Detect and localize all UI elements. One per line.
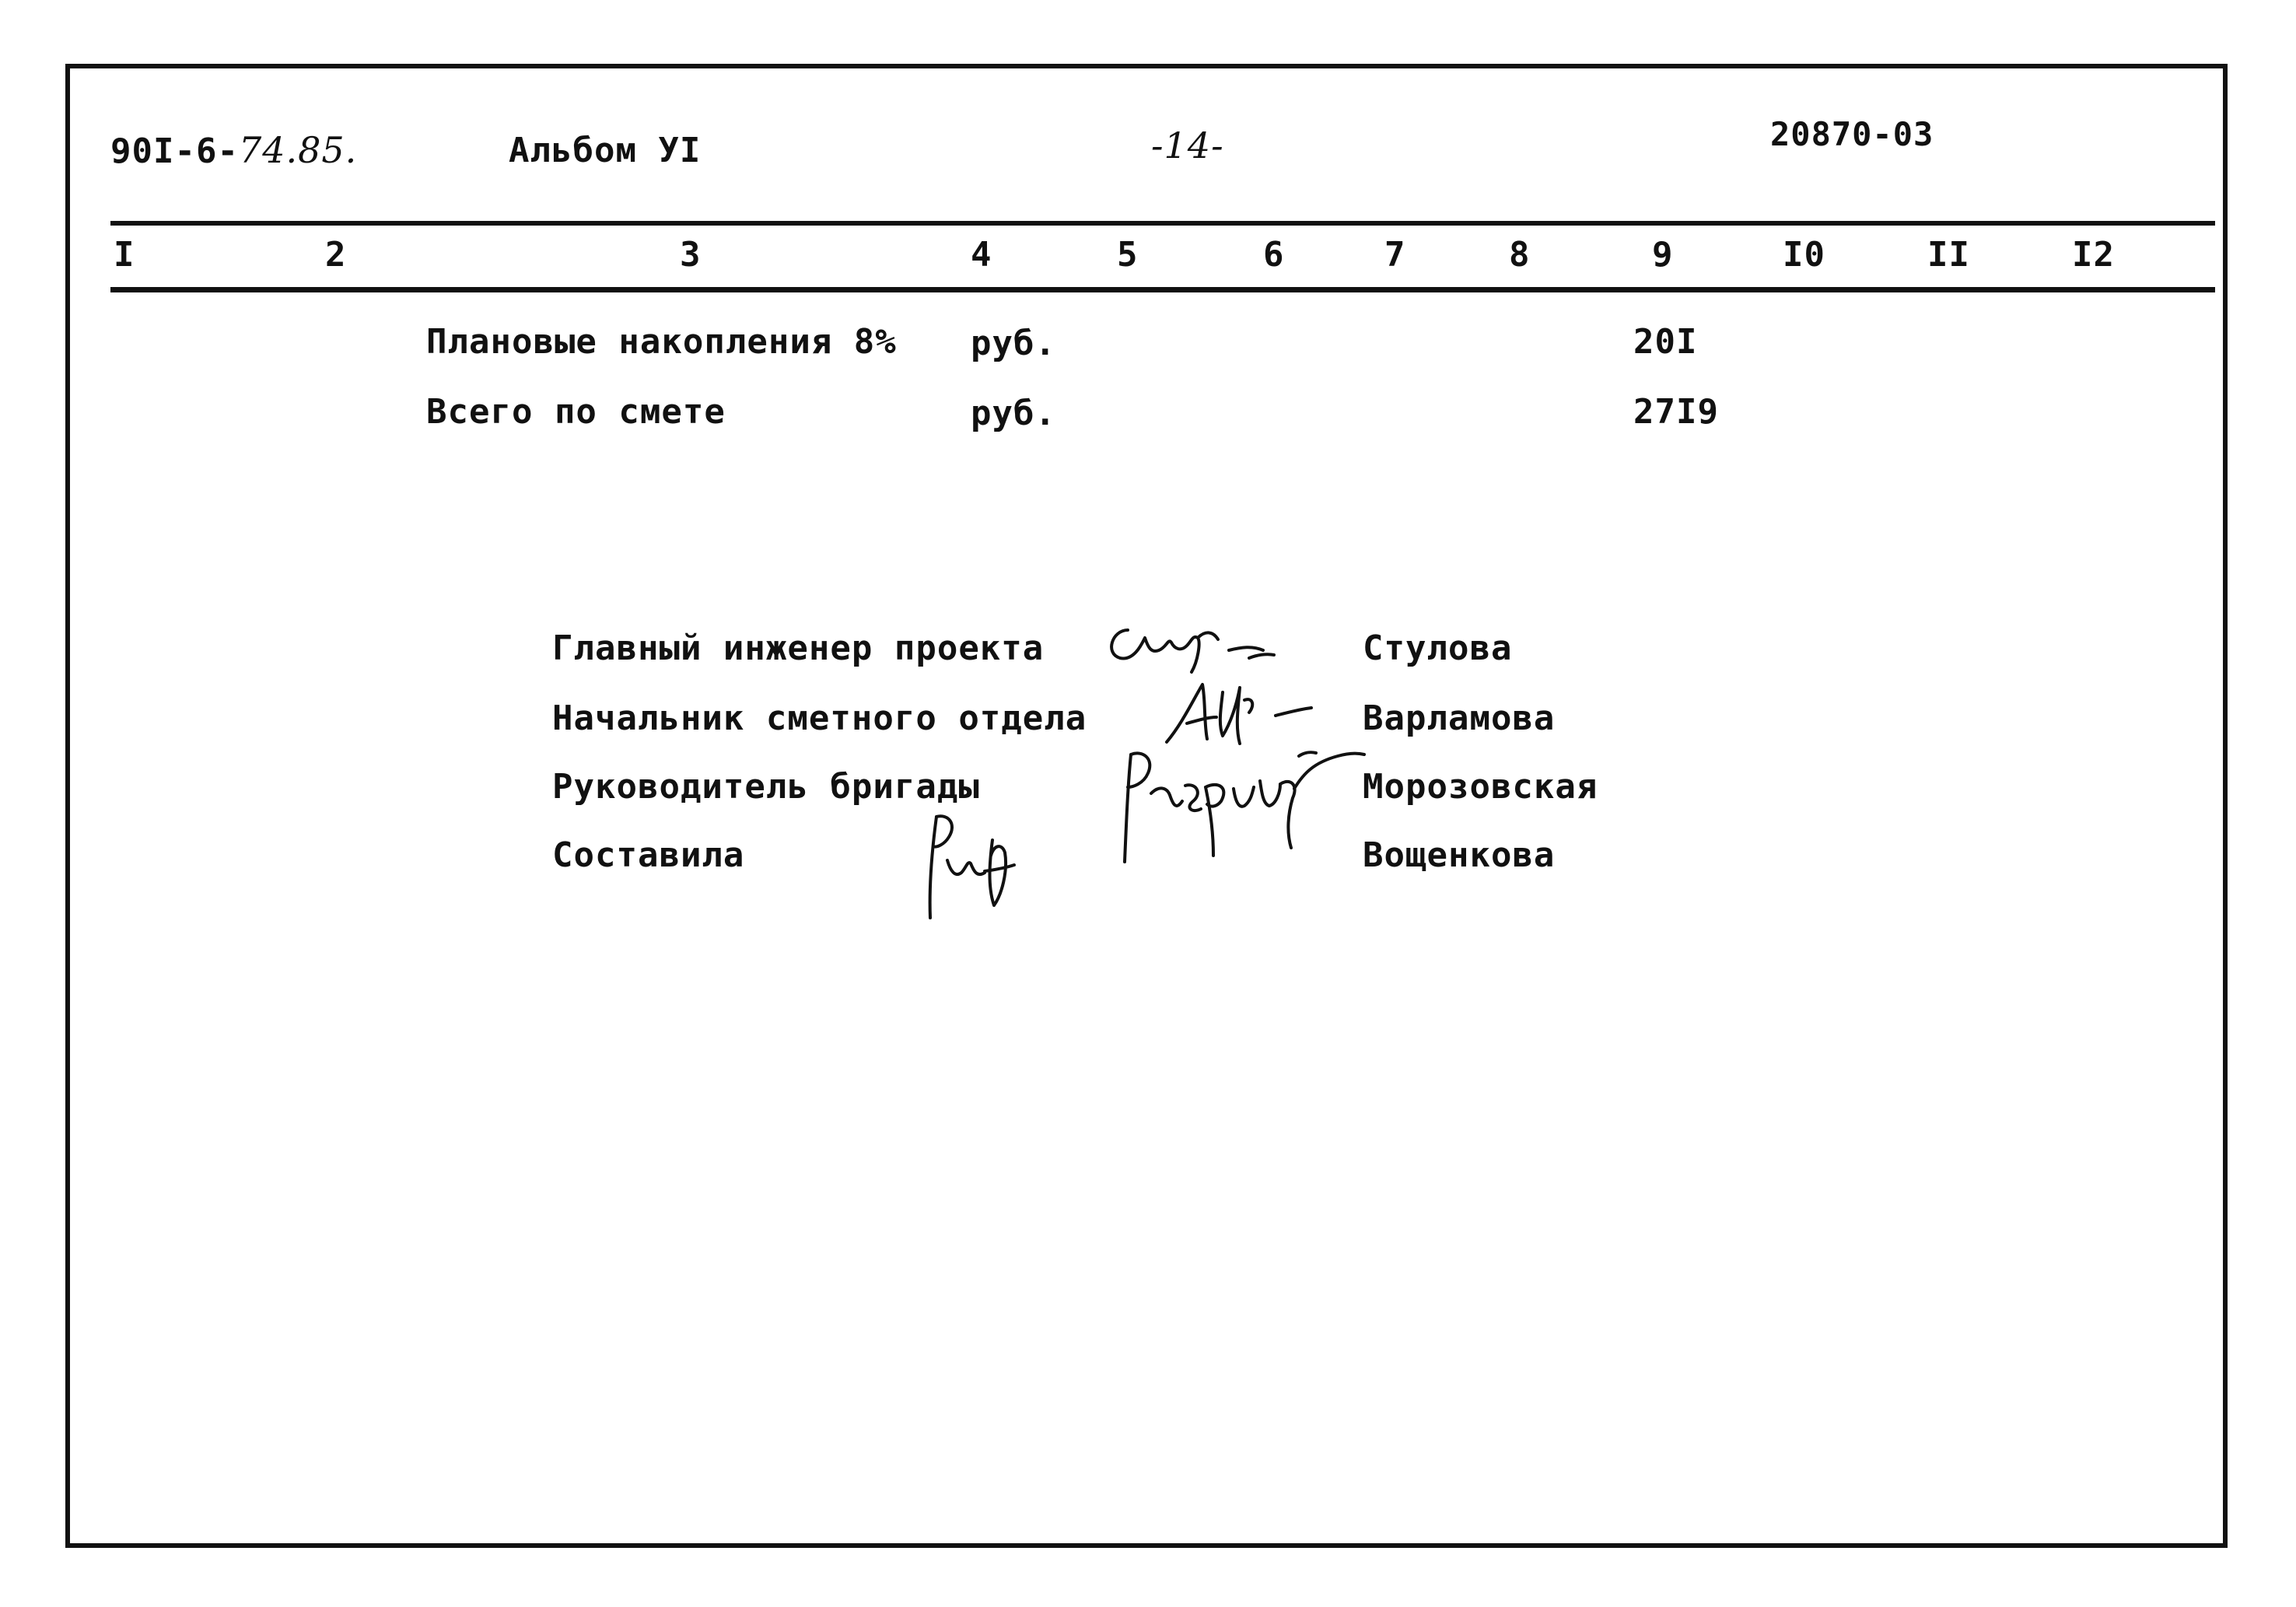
column-header-1: I — [114, 235, 135, 275]
signature-role: Составила — [552, 835, 745, 875]
column-header-7: 7 — [1384, 235, 1406, 275]
sheet-code: 20870-03 — [1770, 115, 1934, 153]
signature-role: Главный инженер проекта — [552, 628, 1045, 668]
column-header-12: I2 — [2072, 235, 2115, 275]
column-header-6: 6 — [1263, 235, 1285, 275]
column-header-11: II — [1927, 235, 1970, 275]
header-bottom-rule — [110, 287, 2215, 292]
column-header-3: 3 — [680, 235, 702, 275]
row-2-unit: руб. — [971, 394, 1056, 433]
signature-person: Морозовская — [1363, 767, 1598, 807]
column-header-9: 9 — [1652, 235, 1674, 275]
signature-person: Вощенкова — [1363, 835, 1556, 875]
doc-code-handwritten: 74.85. — [238, 129, 358, 171]
handwritten-signature — [1097, 607, 1283, 677]
row-2-name: Всего по смете — [426, 392, 726, 432]
row-2-value: 27I9 — [1633, 392, 1719, 432]
doc-code — [110, 129, 358, 171]
column-header-5: 5 — [1117, 235, 1139, 275]
column-header-4: 4 — [971, 235, 992, 275]
handwritten-signature — [918, 809, 1042, 926]
page-number: -14- — [1151, 124, 1224, 166]
signature-person: Стулова — [1363, 628, 1513, 668]
row-1-unit: руб. — [971, 324, 1056, 363]
header-top-rule — [110, 221, 2215, 226]
signature-person: Варламова — [1363, 698, 1556, 738]
doc-code-printed: 90I-6- — [110, 131, 239, 171]
album-label: Альбом УI — [509, 131, 702, 170]
column-header-10: I0 — [1783, 235, 1825, 275]
signature-role: Начальник сметного отдела — [552, 698, 1087, 738]
row-1-value: 20I — [1633, 322, 1698, 362]
handwritten-signature — [1104, 739, 1369, 871]
column-header-8: 8 — [1509, 235, 1531, 275]
column-header-2: 2 — [325, 235, 347, 275]
signature-role: Руководитель бригады — [552, 767, 980, 807]
row-1-name: Плановые накопления 8% — [426, 322, 897, 362]
